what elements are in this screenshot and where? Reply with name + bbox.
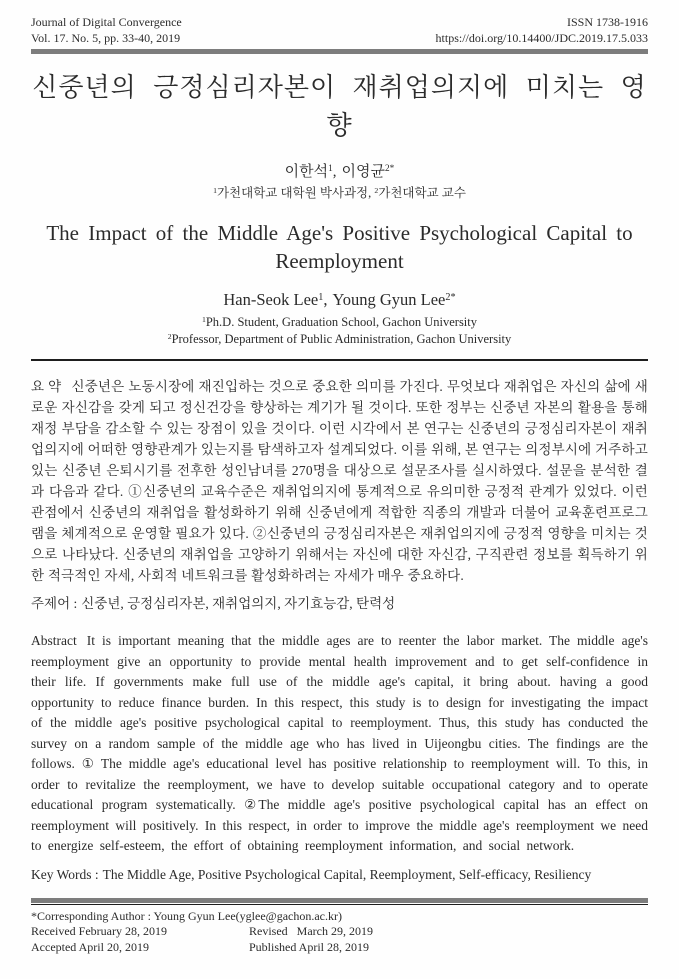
abstract-english-label: Abstract bbox=[31, 633, 77, 648]
affiliations-korean bbox=[31, 185, 648, 202]
bottom-section-rule bbox=[31, 898, 648, 903]
affil-en-1: Ph.D. Student, Graduation School, Gachon University bbox=[205, 315, 478, 329]
authors-english bbox=[31, 290, 648, 310]
abstract-korean bbox=[31, 376, 648, 586]
author-kr-1-superscript: 1 bbox=[328, 164, 333, 175]
title-english: The Impact of the Middle Age's Positive Psychological Capital to Reemployment bbox=[46, 221, 633, 273]
abstract-english-body: It is important meaning that the middle ages are to reenter the labor market. The middle age's reemployment give an opportunity to provide mental health improvement and to get self-confidence in their life. If governments make full use of the middle age's capital, it bring about. having a good opportunity to reduce finance burden. In this respect, this study is to design for investigating the impact of the middle age's positive psychological capital to reemployment. Thus, this study has conducted the survey on a random sample of the middle age who has lived in Uijeongbu cities. The findings are the follows. ① The middle age's educational level has positive relationship to reemployment will. To this, in order to revitalize the reemployment, we have to develop suitable occupational category and to operate educational program systematically. ②The middle age's positive psychological capital has an effect on reemployment will positively. In this respect, in order to improve the middle age's reemployment we need to energize self-esteem, the effort of obtaining reemployment information, and social network. bbox=[31, 633, 648, 853]
affil-en-2-superscript: 2 bbox=[167, 332, 172, 342]
affiliations-english bbox=[31, 314, 648, 348]
journal-header-left bbox=[31, 14, 182, 46]
title-korean: 신중년의 긍정심리자본이 재취업의지에 미치는 영향 bbox=[32, 73, 647, 140]
journal-volume-pages: Vol. 17. No. 5, pp. 33-40, 2019 bbox=[31, 31, 181, 45]
author-separator-en: , bbox=[323, 290, 328, 309]
keywords-english bbox=[31, 865, 648, 885]
abstract-korean-label: 요 약 bbox=[31, 379, 62, 394]
affil-kr-2: 가천대학교 교수 bbox=[378, 186, 466, 200]
date-revised: Revised March 29, 2019 bbox=[249, 924, 373, 938]
affil-en-1-superscript: 1 bbox=[201, 315, 206, 325]
author-kr-2-superscript: 2* bbox=[385, 164, 395, 175]
date-published: Published April 28, 2019 bbox=[249, 939, 370, 954]
keywords-english-label: Key Words : bbox=[31, 866, 99, 882]
keywords-english-body: The Middle Age, Positive Psychological Capital, Reemployment, Self-efficacy, Resiliency bbox=[102, 866, 592, 882]
author-en-1: Han-Seok Lee bbox=[223, 290, 319, 309]
abstract-top-rule bbox=[31, 359, 648, 361]
affil-kr-2-superscript: 2 bbox=[374, 186, 379, 196]
author-en-2: Young Gyun Lee bbox=[332, 290, 446, 309]
author-en-1-superscript: 1 bbox=[318, 291, 324, 303]
date-accepted: Accepted April 20, 2019 bbox=[31, 939, 149, 954]
keywords-korean bbox=[31, 594, 648, 614]
journal-header bbox=[31, 14, 648, 46]
keywords-korean-body: 신중년, 긍정심리자본, 재취업의지, 자기효능감, 탄력성 bbox=[81, 596, 396, 611]
affil-en-1-line bbox=[31, 314, 648, 331]
journal-doi: https://doi.org/10.14400/JDC.2019.17.5.033 bbox=[435, 31, 648, 45]
author-separator: , bbox=[332, 164, 337, 180]
author-kr-1: 이한석 bbox=[284, 164, 329, 180]
footer bbox=[31, 904, 648, 955]
affil-en-2-line bbox=[31, 331, 648, 348]
author-en-2-superscript: 2* bbox=[445, 291, 456, 303]
article-dates bbox=[31, 924, 648, 955]
journal-header-right bbox=[436, 14, 648, 46]
author-kr-2: 이영균 bbox=[341, 164, 386, 180]
corresponding-author: *Corresponding Author : Young Gyun Lee(yglee@gachon.ac.kr) bbox=[31, 909, 342, 923]
keywords-korean-label: 주제어 : bbox=[31, 596, 78, 611]
affil-kr-1-superscript: 1 bbox=[213, 186, 217, 196]
affil-en-2: Professor, Department of Public Administration, Gachon University bbox=[171, 332, 512, 346]
abstract-korean-body: 신중년은 노동시장에 재진입하는 것으로 중요한 의미를 가진다. 무엇보다 재취업은 자신의 삶에 새로운 자신감을 갖게 되고 정신건강을 향상하는 계기가 될 것이다. 또한 정부는 신중년 자본의 활용을 통해 재정 부담을 감소할 수 있는 장점이 있을 것이다. 이런 시각에서 본 연구는 신중년의 긍정심리자본이 재취업의지에 어떠한 영향관계가 있는지를 탐색하고자 설계되었다. 이를 위해, 본 연구는 의정부시에 거주하고 있는 신중년 은퇴시기를 전후한 성인남녀를 270명을 대상으로 설문조사를 실시하였다. 설문을 분석한 결과 다음과 같다. ①신중년의 교육수준은 재취업의지에 통계적으로 유의미한 긍정적 관계가 있었다. 이런 관점에서 신중년의 재취업을 활성화하기 위해 신중년에게 적합한 직종의 개발과 더불어 교육훈련프로그램을 체계적으로 운영할 필요가 있다. ②신중년의 긍정심리자본은 재취업의지에 긍정적 영향을 미치는 것으로 나타났다. 신중년의 재취업을 고양하기 위해서는 자신에 대한 자신감, 구직관련 정보를 획득하기 위한 적극적인 자세, 사회적 네트워크를 활성화하려는 자세가 매우 중요하다. bbox=[31, 379, 649, 583]
abstract-english bbox=[31, 631, 648, 857]
authors-korean bbox=[31, 160, 648, 181]
affil-kr-1: 가천대학교 대학원 박사과정, bbox=[216, 186, 375, 200]
journal-name: Journal of Digital Convergence bbox=[31, 15, 182, 29]
date-received: Received February 28, 2019 bbox=[31, 924, 167, 938]
header-rule bbox=[31, 49, 648, 54]
journal-issn: ISSN 1738-1916 bbox=[566, 15, 648, 29]
